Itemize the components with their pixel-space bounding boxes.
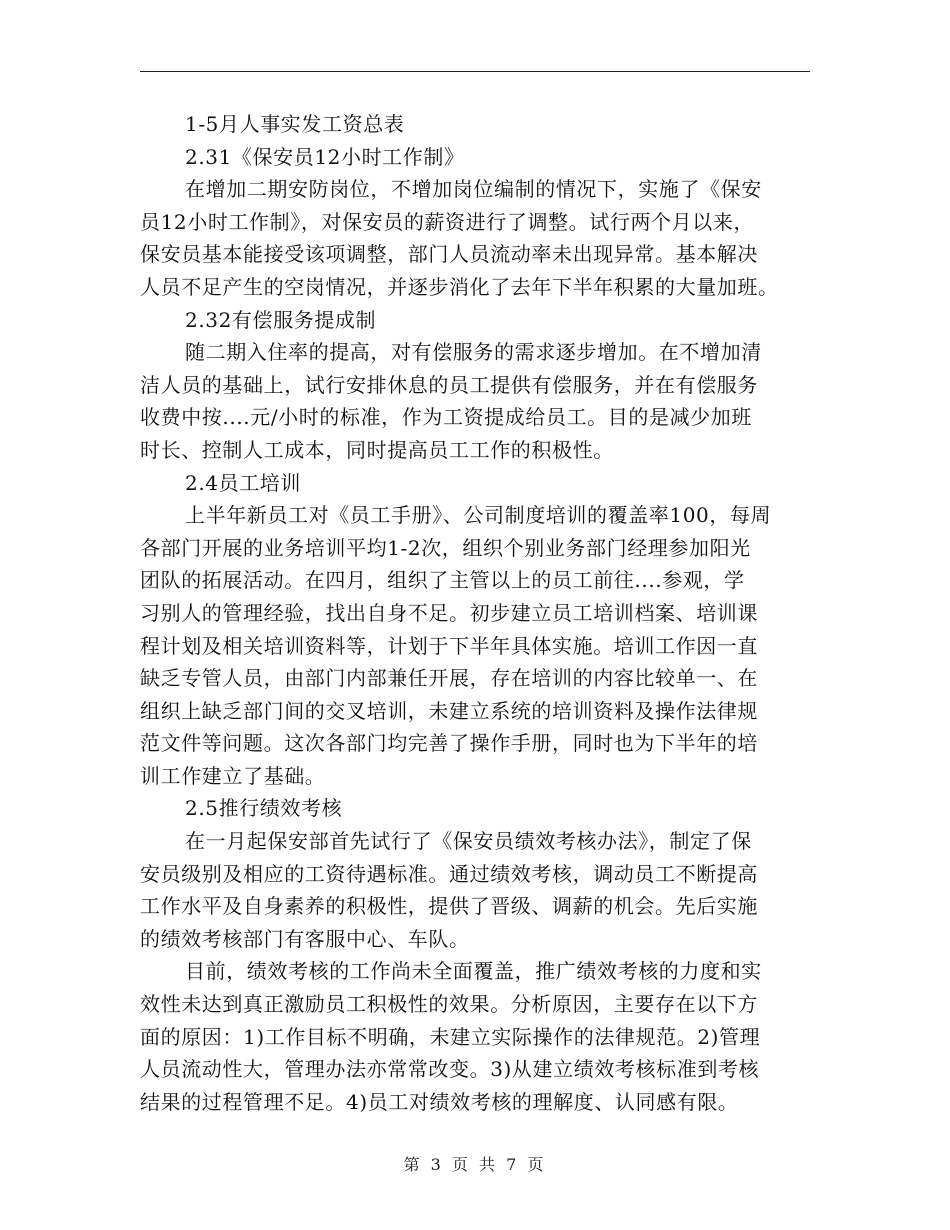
text-line: 的绩效考核部门有客服中心、车队。 [140,926,470,951]
text-line: 缺乏专管人员，由部门内部兼任开展，存在培训的内容比较单一、在 [140,666,758,691]
text-line: 训工作建立了基础。 [140,763,326,788]
text-line: 各部门开展的业务培训平均1-2次，组织个别业务部门经理参加阳光 [140,535,751,560]
text-line: 效性未达到真正激励员工积极性的效果。分析原因，主要存在以下方 [140,992,758,1017]
text-line: 2.32有偿服务提成制 [185,307,377,332]
text-line: 结果的过程管理不足。4)员工对绩效考核的理解度、认同感有限。 [140,1089,739,1114]
text-line: 习别人的管理经验，找出自身不足。初步建立员工培训档案、培训课 [140,600,758,625]
text-line: 组织上缺乏部门间的交叉培训，未建立系统的培训资料及操作法律规 [140,698,758,723]
text-line: 保安员基本能接受该项调整，部门人员流动率未出现异常。基本解决 [140,242,758,267]
text-line: 2.5推行绩效考核 [185,796,343,821]
text-line: 目前，绩效考核的工作尚未全面覆盖，推广绩效考核的力度和实 [185,959,762,984]
text-line: 人员流动性大，管理办法亦常常改变。3)从建立绩效考核标准到考核 [140,1057,760,1082]
text-line: 随二期入住率的提高，对有偿服务的需求逐步增加。在不增加清 [185,340,762,365]
text-line: 2.4员工培训 [185,470,302,495]
text-line: 范文件等问题。这次各部门均完善了操作手册，同时也为下半年的培 [140,731,758,756]
text-line: 时长、控制人工成本，同时提高员工工作的积极性。 [140,437,614,462]
text-line: 上半年新员工对《员工手册》、公司制度培训的覆盖率100，每周 [185,503,772,528]
text-line: 收费中按....元/小时的标准，作为工资提成给员工。目的是减少加班 [140,405,752,430]
header-rule [140,71,810,72]
text-line: 在增加二期安防岗位，不增加岗位编制的情况下，实施了《保安 [185,177,762,202]
text-line: 工作水平及自身素养的积极性，提供了晋级、调薪的机会。先后实施 [140,894,758,919]
text-line: 2.31《保安员12小时工作制》 [185,144,465,169]
text-line: 洁人员的基础上，试行安排休息的员工提供有偿服务，并在有偿服务 [140,372,758,397]
text-line: 团队的拓展活动。在四月，组织了主管以上的员工前往....参观，学 [140,568,745,593]
text-line: 程计划及相关培训资料等，计划于下半年具体实施。培训工作因一直 [140,633,758,658]
text-line: 在一月起保安部首先试行了《保安员绩效考核办法》，制定了保 [185,829,752,854]
text-line: 1-5月人事实发工资总表 [185,112,405,136]
text-line: 安员级别及相应的工资待遇标准。通过绩效考核，调动员工不断提高 [140,861,758,886]
page-footer: 第 3 页 共 7 页 [403,1155,547,1174]
text-line: 面的原因：1)工作目标不明确，未建立实际操作的法律规范。2)管理 [140,1024,761,1049]
text-line: 人员不足产生的空岗情况，并逐步消化了去年下半年积累的大量加班。 [140,274,779,299]
text-line: 员12小时工作制》，对保安员的薪资进行了调整。试行两个月以来， [140,209,755,234]
document-body [140,108,810,1118]
